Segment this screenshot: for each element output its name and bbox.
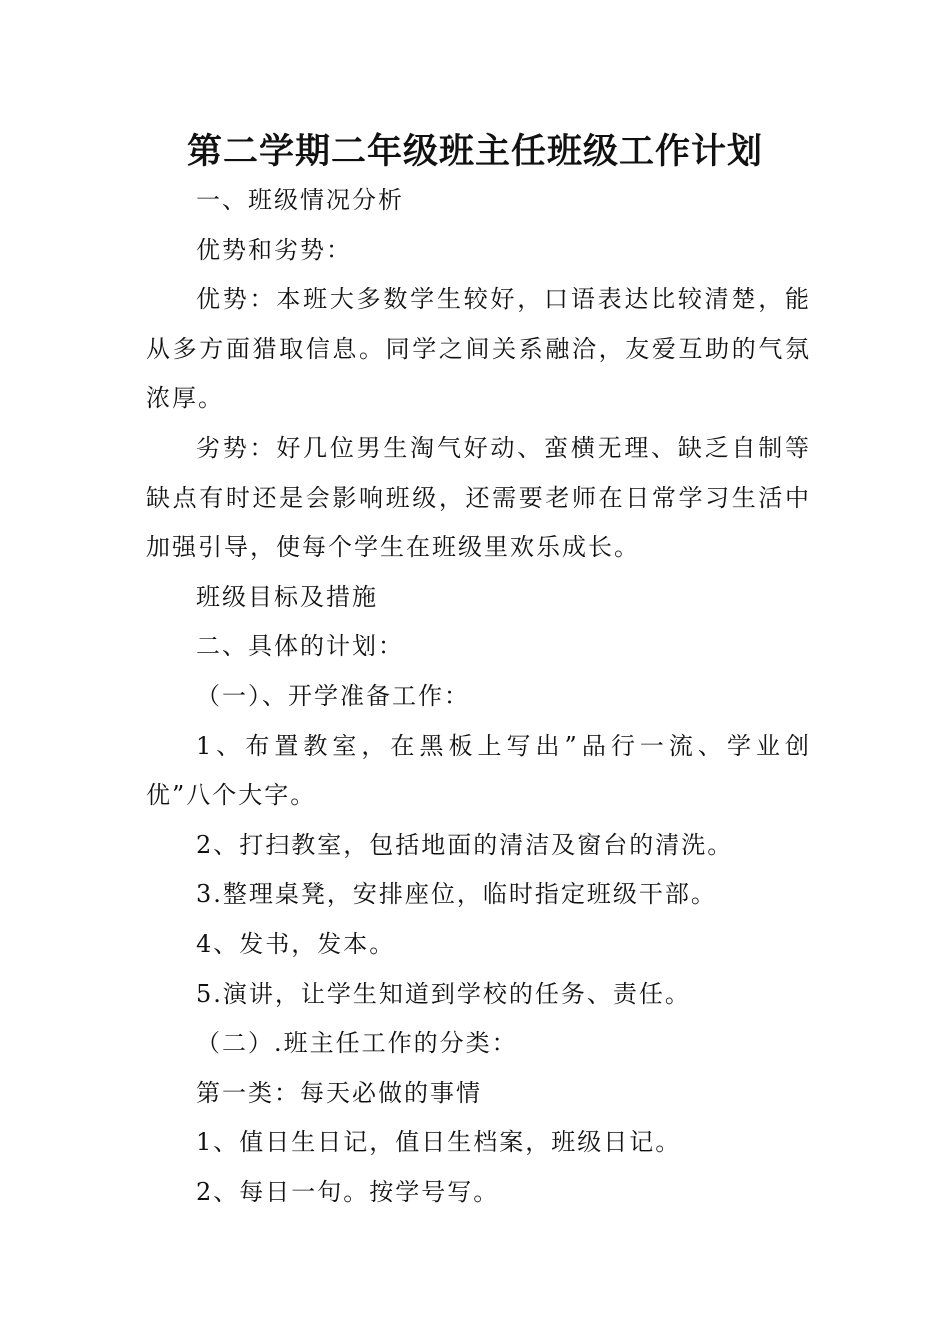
daily-item-1-duty-diary: 1、值日生日记，值日生档案，班级日记。 [196,1128,682,1157]
section-heading-specific-plan: 二、具体的计划： [196,632,404,661]
subheading-goals-measures: 班级目标及措施 [196,582,378,611]
paragraph-weaknesses: 劣势：好几位男生淘气好动、蛮横无理、缺乏自制等缺点有时还是会影响班级，还需要老师在日常学习生活中加强引导，使每个学生在班级里欢乐成长。 [146,433,811,562]
daily-item-2-daily-sentence: 2、每日一句。按学号写。 [196,1177,500,1206]
section-heading-class-analysis: 一、班级情况分析 [196,186,404,214]
list-item-2-clean-classroom: 2、打扫教室，包括地面的清洁及窗台的清洗。 [196,830,734,859]
list-item-4-distribute-books: 4、发书，发本。 [196,929,396,958]
list-item-1-decorate-classroom: 1、布置教室，在黑板上写出”品行一流、学业创优”八个大字。 [146,731,811,810]
category-one-daily-tasks: 第一类：每天必做的事情 [196,1078,482,1107]
paragraph-strengths: 优势：本班大多数学生较好，口语表达比较清楚，能从多方面猎取信息。同学之间关系融洽，友爱互助的气氛浓厚。 [146,285,811,413]
list-item-5-speech: 5.演讲，让学生知道到学校的任务、责任。 [196,979,691,1008]
document-title: 第二学期二年级班主任班级工作计划 [186,132,763,172]
subheading-school-start-prep: （一）、开学准备工作： [196,681,470,710]
list-item-3-arrange-seats: 3.整理桌凳，安排座位，临时指定班级干部。 [196,880,717,909]
subheading-strengths-weaknesses: 优势和劣势： [196,235,352,264]
subheading-work-categories: （二）.班主任工作的分类： [196,1029,518,1058]
document-body [146,176,811,1217]
